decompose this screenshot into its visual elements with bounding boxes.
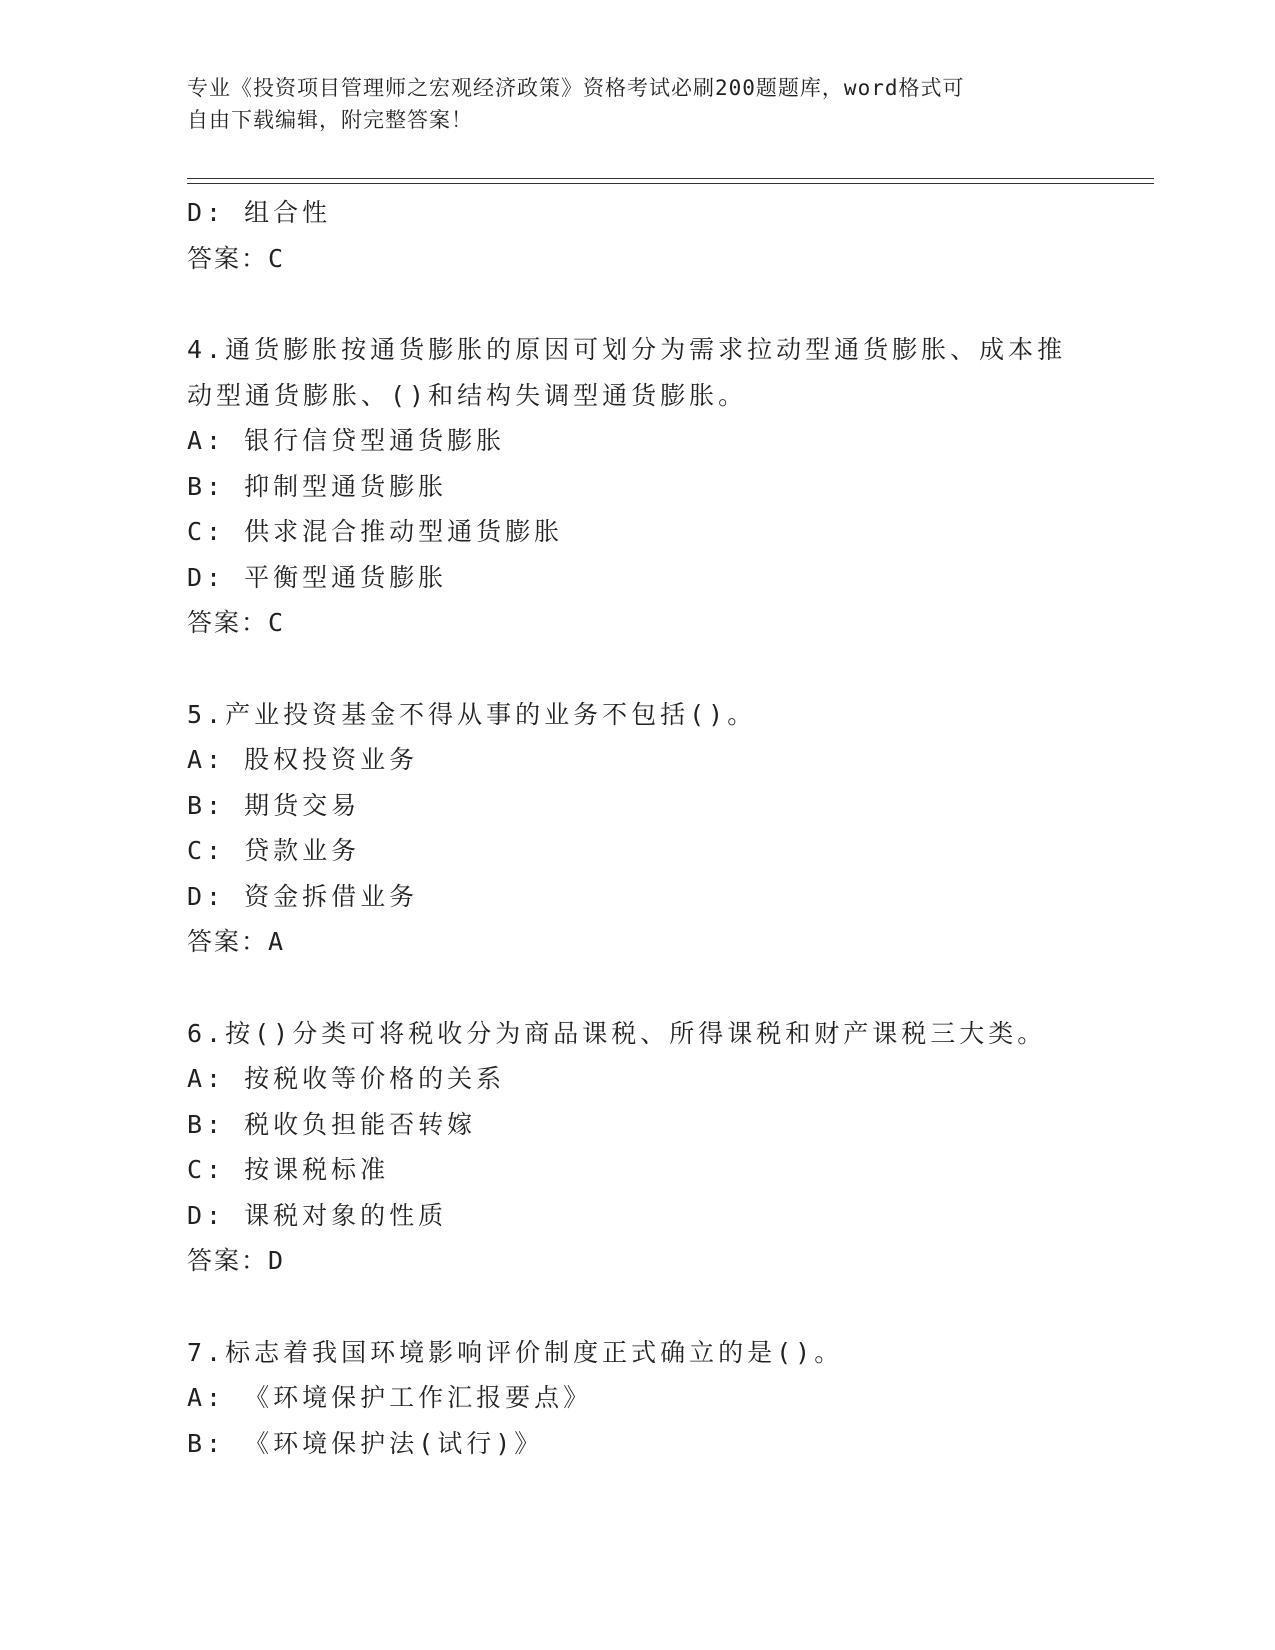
question-7 [187,1330,1087,1467]
answer-line: 答案：C [187,243,286,273]
spacer [187,965,1087,1011]
option-a: A: 按税收等价格的关系 [187,1064,506,1093]
option-c: C: 按课税标准 [187,1155,390,1184]
answer-line: 答案：D [187,1246,286,1275]
option-d: D: 组合性 [187,198,332,227]
spacer [187,1284,1087,1330]
option-a: A: 《环境保护工作汇报要点》 [187,1383,593,1412]
option-b: B: 期货交易 [187,790,361,820]
question-stem-continued: 动型通货膨胀、()和结构失调型通货膨胀。 [187,380,748,410]
option-b: B: 《环境保护法(试行)》 [187,1428,544,1458]
question-stem: 4.通货膨胀按通货膨胀的原因可划分为需求拉动型通货膨胀、成本推 [187,335,1067,364]
option-d: D: 平衡型通货膨胀 [187,562,448,592]
question-stem: 6.按()分类可将税收分为商品课税、所得课税和财产课税三大类。 [187,1018,1047,1048]
question-stem: 5.产业投资基金不得从事的业务不包括()。 [187,699,757,729]
page-header [187,72,1087,136]
option-d: D: 课税对象的性质 [187,1200,448,1230]
answer-line: 答案：A [187,927,286,956]
question-stem: 7.标志着我国环境影响评价制度正式确立的是()。 [187,1337,844,1367]
question-4 [187,327,1087,646]
option-a: A: 股权投资业务 [187,745,419,774]
option-b: B: 抑制型通货膨胀 [187,471,448,501]
option-b: B: 税收负担能否转嫁 [187,1109,477,1139]
header-title-line-2: 自由下载编辑，附完整答案！ [187,108,473,132]
question-content [187,190,1087,1466]
spacer [187,646,1087,692]
option-a: A: 银行信贷型通货膨胀 [187,426,506,455]
spacer [187,281,1087,327]
question-6 [187,1011,1087,1284]
question-5 [187,692,1087,965]
option-d: D: 资金拆借业务 [187,881,419,911]
option-c: C: 贷款业务 [187,836,361,865]
option-c: C: 供求混合推动型通货膨胀 [187,517,564,546]
header-divider [187,178,1154,184]
answer-line: 答案：C [187,608,286,637]
header-title-line-1: 专业《投资项目管理师之宏观经济政策》资格考试必刷200题题库，word格式可 [187,76,965,100]
